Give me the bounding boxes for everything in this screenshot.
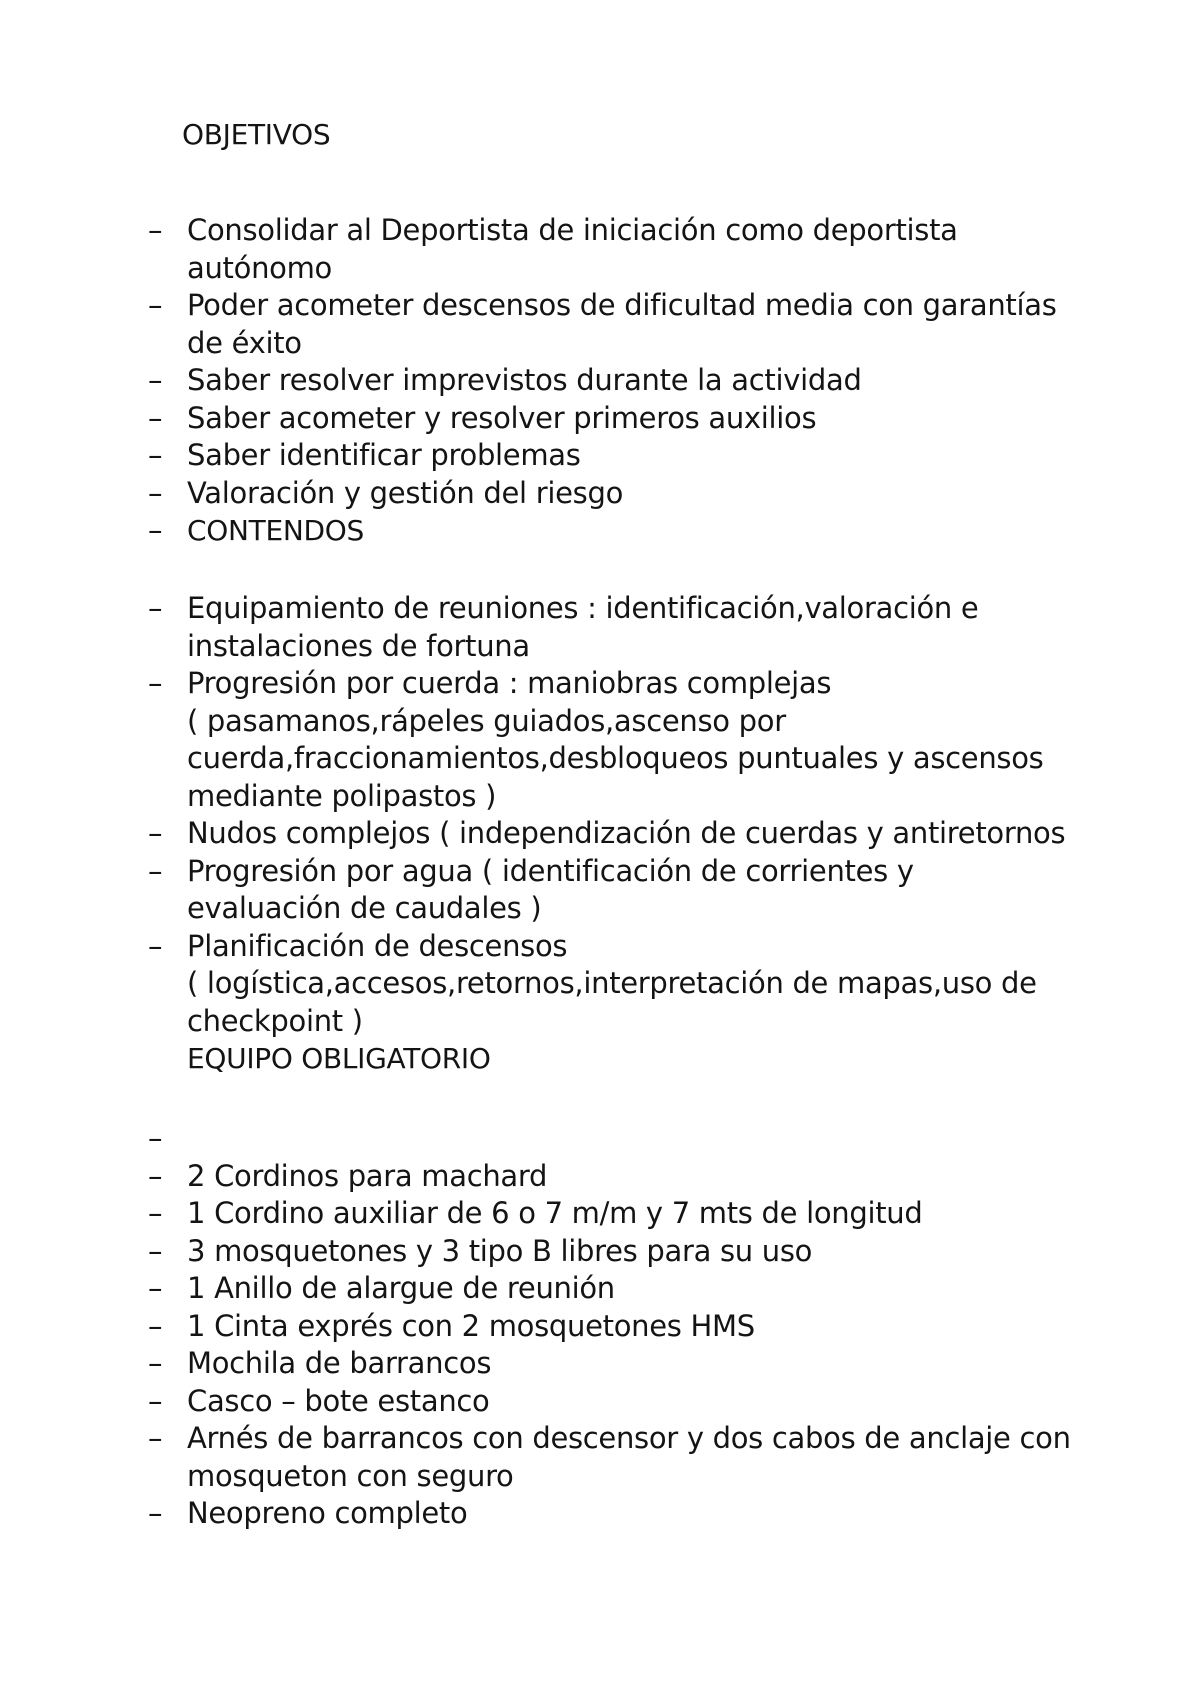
list-item-text: 3 mosquetones y 3 tipo B libres para su uso: [187, 1233, 813, 1268]
dash-bullet: –: [148, 928, 163, 963]
list-item-text: [187, 1120, 1088, 1158]
list-item: [148, 853, 1088, 928]
dash-bullet: –: [148, 853, 163, 888]
objetivos-list: [148, 212, 1088, 550]
list-item: [148, 437, 1088, 475]
dash-bullet: –: [148, 1496, 163, 1530]
dash-bullet: –: [148, 1233, 163, 1268]
list-item: [148, 287, 1088, 362]
dash-bullet: –: [148, 816, 163, 850]
list-item-text: 1 Cordino auxiliar de 6 o 7 m/m y 7 mts de longitud: [187, 1196, 923, 1230]
objetivos-heading: OBJETIVOS: [182, 118, 331, 151]
dash-bullet: –: [148, 666, 163, 700]
contenidos-list: [148, 590, 1088, 1078]
list-item: [148, 1383, 1088, 1421]
list-item-text: 1 Anillo de alargue de reunión: [187, 1271, 615, 1305]
list-item-text: Valoración y gestión del riesgo: [187, 475, 624, 510]
list-item: [148, 815, 1088, 853]
list-item-text: Casco – bote estanco: [187, 1383, 490, 1418]
list-item: [148, 400, 1088, 438]
list-item-text: Planificación de descensos ( logística,accesos,retornos,interpretación de mapas,uso de checkpoint ): [187, 928, 1037, 1038]
dash-bullet: –: [148, 1196, 163, 1230]
list-item-text: Saber acometer y resolver primeros auxilios: [187, 400, 817, 435]
equipo-heading: EQUIPO OBLIGATORIO: [187, 1042, 491, 1075]
dash-bullet: –: [148, 475, 163, 510]
dash-bullet: –: [148, 1158, 163, 1193]
list-item-text: Neopreno completo: [187, 1496, 468, 1530]
dash-bullet: –: [148, 1383, 163, 1418]
list-item: [148, 362, 1088, 400]
list-item-text: Progresión por agua ( identificación de corrientes y evaluación de caudales ): [187, 853, 914, 925]
dash-bullet: –: [148, 1346, 163, 1380]
list-item: [148, 1195, 1088, 1233]
list-item: [148, 1420, 1088, 1495]
list-item: [148, 928, 1088, 1041]
dash-bullet: –: [148, 1121, 163, 1155]
dash-bullet: –: [148, 363, 163, 397]
dash-bullet: –: [148, 1308, 163, 1343]
dash-bullet: –: [148, 591, 163, 625]
list-item-text: Progresión por cuerda : maniobras complejas ( pasamanos,rápeles guiados,ascenso por cuerda,fraccionamientos,desbloqueos puntuales y ascensos mediante polipastos ): [187, 666, 1044, 813]
list-item-text: Arnés de barrancos con descensor y dos cabos de anclaje con mosqueton con seguro: [187, 1421, 1071, 1493]
dash-bullet: –: [148, 513, 163, 547]
list-item: [148, 1158, 1088, 1196]
list-item-text: Mochila de barrancos: [187, 1346, 492, 1380]
dash-bullet: –: [148, 1421, 163, 1455]
list-item-text: Saber resolver imprevistos durante la actividad: [187, 363, 862, 397]
contenidos-heading: CONTENDOS: [187, 514, 364, 547]
list-item: [148, 590, 1088, 665]
dash-bullet: –: [148, 288, 163, 322]
list-item-text: Poder acometer descensos de dificultad media con garantías de éxito: [187, 288, 1057, 360]
list-item-text: Nudos complejos ( independización de cuerdas y antiretornos: [187, 816, 1066, 850]
list-item-text: 2 Cordinos para machard: [187, 1158, 548, 1193]
list-item-text: Equipamiento de reuniones : identificación,valoración e instalaciones de fortuna: [187, 591, 979, 663]
dash-bullet: –: [148, 438, 163, 472]
list-item: [148, 1233, 1088, 1271]
list-item: [148, 665, 1088, 815]
list-item-contenidos-heading: [148, 512, 1088, 550]
dash-bullet: –: [148, 213, 163, 247]
list-item: [148, 212, 1088, 287]
dash-bullet: –: [148, 400, 163, 435]
list-item-text: Consolidar al Deportista de iniciación como deportista autónomo: [187, 213, 958, 285]
list-item: [148, 475, 1088, 513]
list-item: [148, 1308, 1088, 1346]
list-item: [148, 1495, 1088, 1533]
equipo-list: [148, 1120, 1088, 1533]
list-item-text: 1 Cinta exprés con 2 mosquetones HMS: [187, 1308, 755, 1343]
dash-bullet: –: [148, 1271, 163, 1305]
list-item: [148, 1345, 1088, 1383]
list-item-text: Saber identificar problemas: [187, 438, 581, 472]
list-item: [148, 1270, 1088, 1308]
list-item-empty: [148, 1120, 1088, 1158]
